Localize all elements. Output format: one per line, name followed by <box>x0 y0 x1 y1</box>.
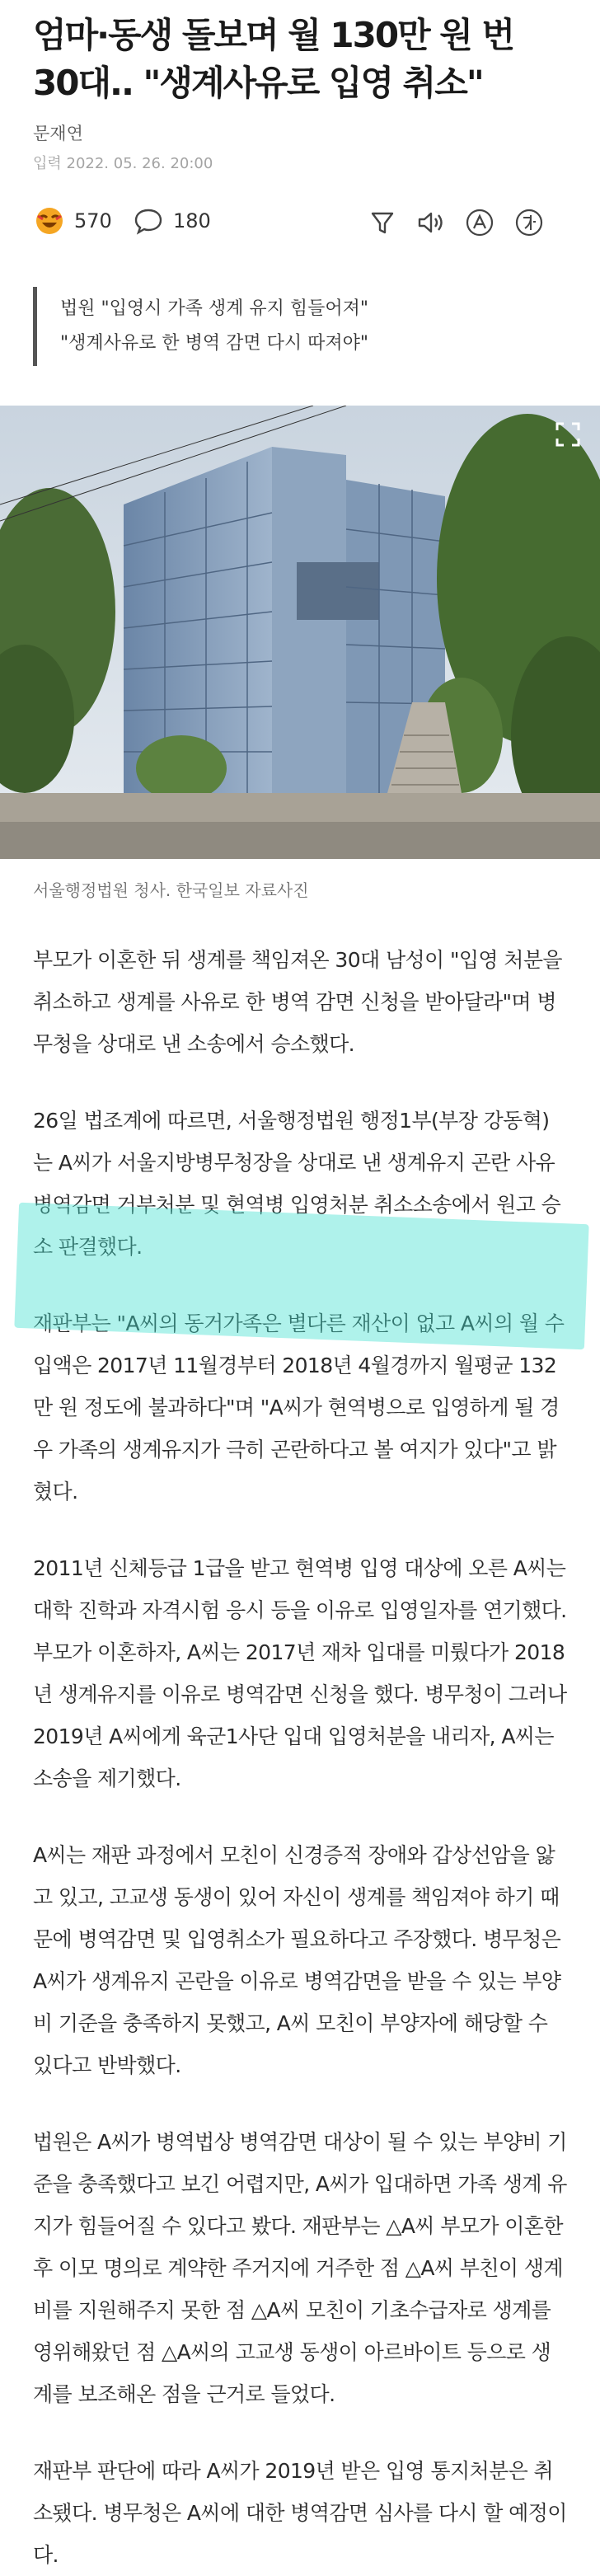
photo-caption: 서울행정법원 청사. 한국일보 자료사진 <box>33 880 309 900</box>
laughing-emoji-icon <box>35 206 64 236</box>
article-photo[interactable] <box>0 406 600 859</box>
publish-date: 입력 2022. 05. 26. 20:00 <box>33 155 213 172</box>
comment-count: 180 <box>173 209 211 232</box>
body-paragraph: 재판부는 "A씨의 동거가족은 별다른 재산이 없고 A씨의 월 수입액은 2017년 11월경부터 2018년 4월경까지 월평균 132만 원 정도에 불과하다"며 "A씨가 현역병으로 입영하게 될 경우 가족의 생계유지가 극히 곤란하다고 볼 여지가 있다"고 밝혔다. <box>33 1311 565 1504</box>
body-paragraph: 26일 법조계에 따르면, 서울행정법원 행정1부(부장 강동혁)는 A씨가 서울지방병무청장을 상대로 낸 생계유지 곤란 사유 병역감면 거부처분 및 현역병 입영처분 취소소송에서 원고 승소 판결했다. <box>33 1109 561 1259</box>
body-paragraph: 법원은 A씨가 병역법상 병역감면 대상이 될 수 있는 부양비 기준을 충족했다고 보긴 어렵지만, A씨가 입대하면 가족 생계 유지가 힘들어질 수 있다고 봤다. 재판부는 △A씨 부모가 이혼한 후 이모 명의로 계약한 주거지에 거주한 점 △A씨 부친이 생계비를 지원해주지 못한 점 △A씨 모친이 기초수급자로 생계를 영위해왔던 점 △A씨의 고교생 동생이 아르바이트 등으로 생계를 보조해온 점을 근거로 들었다. <box>33 2130 567 2406</box>
fullscreen-icon[interactable] <box>554 420 582 448</box>
comment-button[interactable] <box>134 206 211 236</box>
body-paragraph: A씨는 재판 과정에서 모친이 신경증적 장애와 갑상선암을 앓고 있고, 고교생 동생이 있어 자신이 생계를 책임져야 하기 때문에 병역감면 및 입영취소가 필요하다고 주장했다. 병무청은 A씨가 생계유지 곤란을 이유로 병역감면을 받을 수 있는 부양비 기준을 충족하지 못했고, A씨 모친이 부양자에 해당할 수 있다고 반박했다. <box>33 1843 561 2077</box>
article-header <box>0 0 600 366</box>
translate-icon[interactable] <box>514 208 544 237</box>
like-count: 570 <box>74 209 112 232</box>
body-paragraph: 재판부 판단에 따라 A씨가 2019년 받은 입영 통지처분은 취소됐다. 병무청은 A씨에 대한 병역감면 심사를 다시 할 예정이다. <box>33 2459 567 2567</box>
comment-icon <box>134 206 163 236</box>
subhead-line: 법원 "입영시 가족 생계 유지 힘들어져" <box>60 298 368 319</box>
like-reaction[interactable] <box>35 206 112 236</box>
body-paragraph: 2011년 신체등급 1급을 받고 현역병 입영 대상에 오른 A씨는 대학 진학과 자격시험 응시 등을 이유로 입영일자를 연기했다. 부모가 이혼하자, A씨는 2017년 재차 입대를 미뤘다가 2018년 생계유지를 이유로 병역감면 신청을 했다. 병무청이 그러나 2019년 A씨에게 육군1사단 입대 입영처분을 내리자, A씨는 소송을 제기했다. <box>33 1556 567 1790</box>
body-paragraph: 부모가 이혼한 뒤 생계를 책임져온 30대 남성이 "입영 처분을 취소하고 생계를 사유로 한 병역 감면 신청을 받아달라"며 병무청을 상대로 낸 소송에서 승소했다. <box>33 948 562 1056</box>
article-title: 엄마·동생 돌보며 월 130만 원 번 30대.. "생계사유로 입영 취소" <box>33 15 514 103</box>
author-name[interactable]: 문재연 <box>33 124 83 143</box>
reaction-bar <box>33 198 567 247</box>
article-body <box>0 939 600 2576</box>
font-size-icon[interactable] <box>465 208 495 237</box>
article-subhead <box>33 287 567 366</box>
speaker-icon[interactable] <box>415 208 445 237</box>
filter-icon[interactable] <box>368 208 397 237</box>
subhead-line: "생계사유로 한 병역 감면 다시 따져야" <box>60 333 368 354</box>
